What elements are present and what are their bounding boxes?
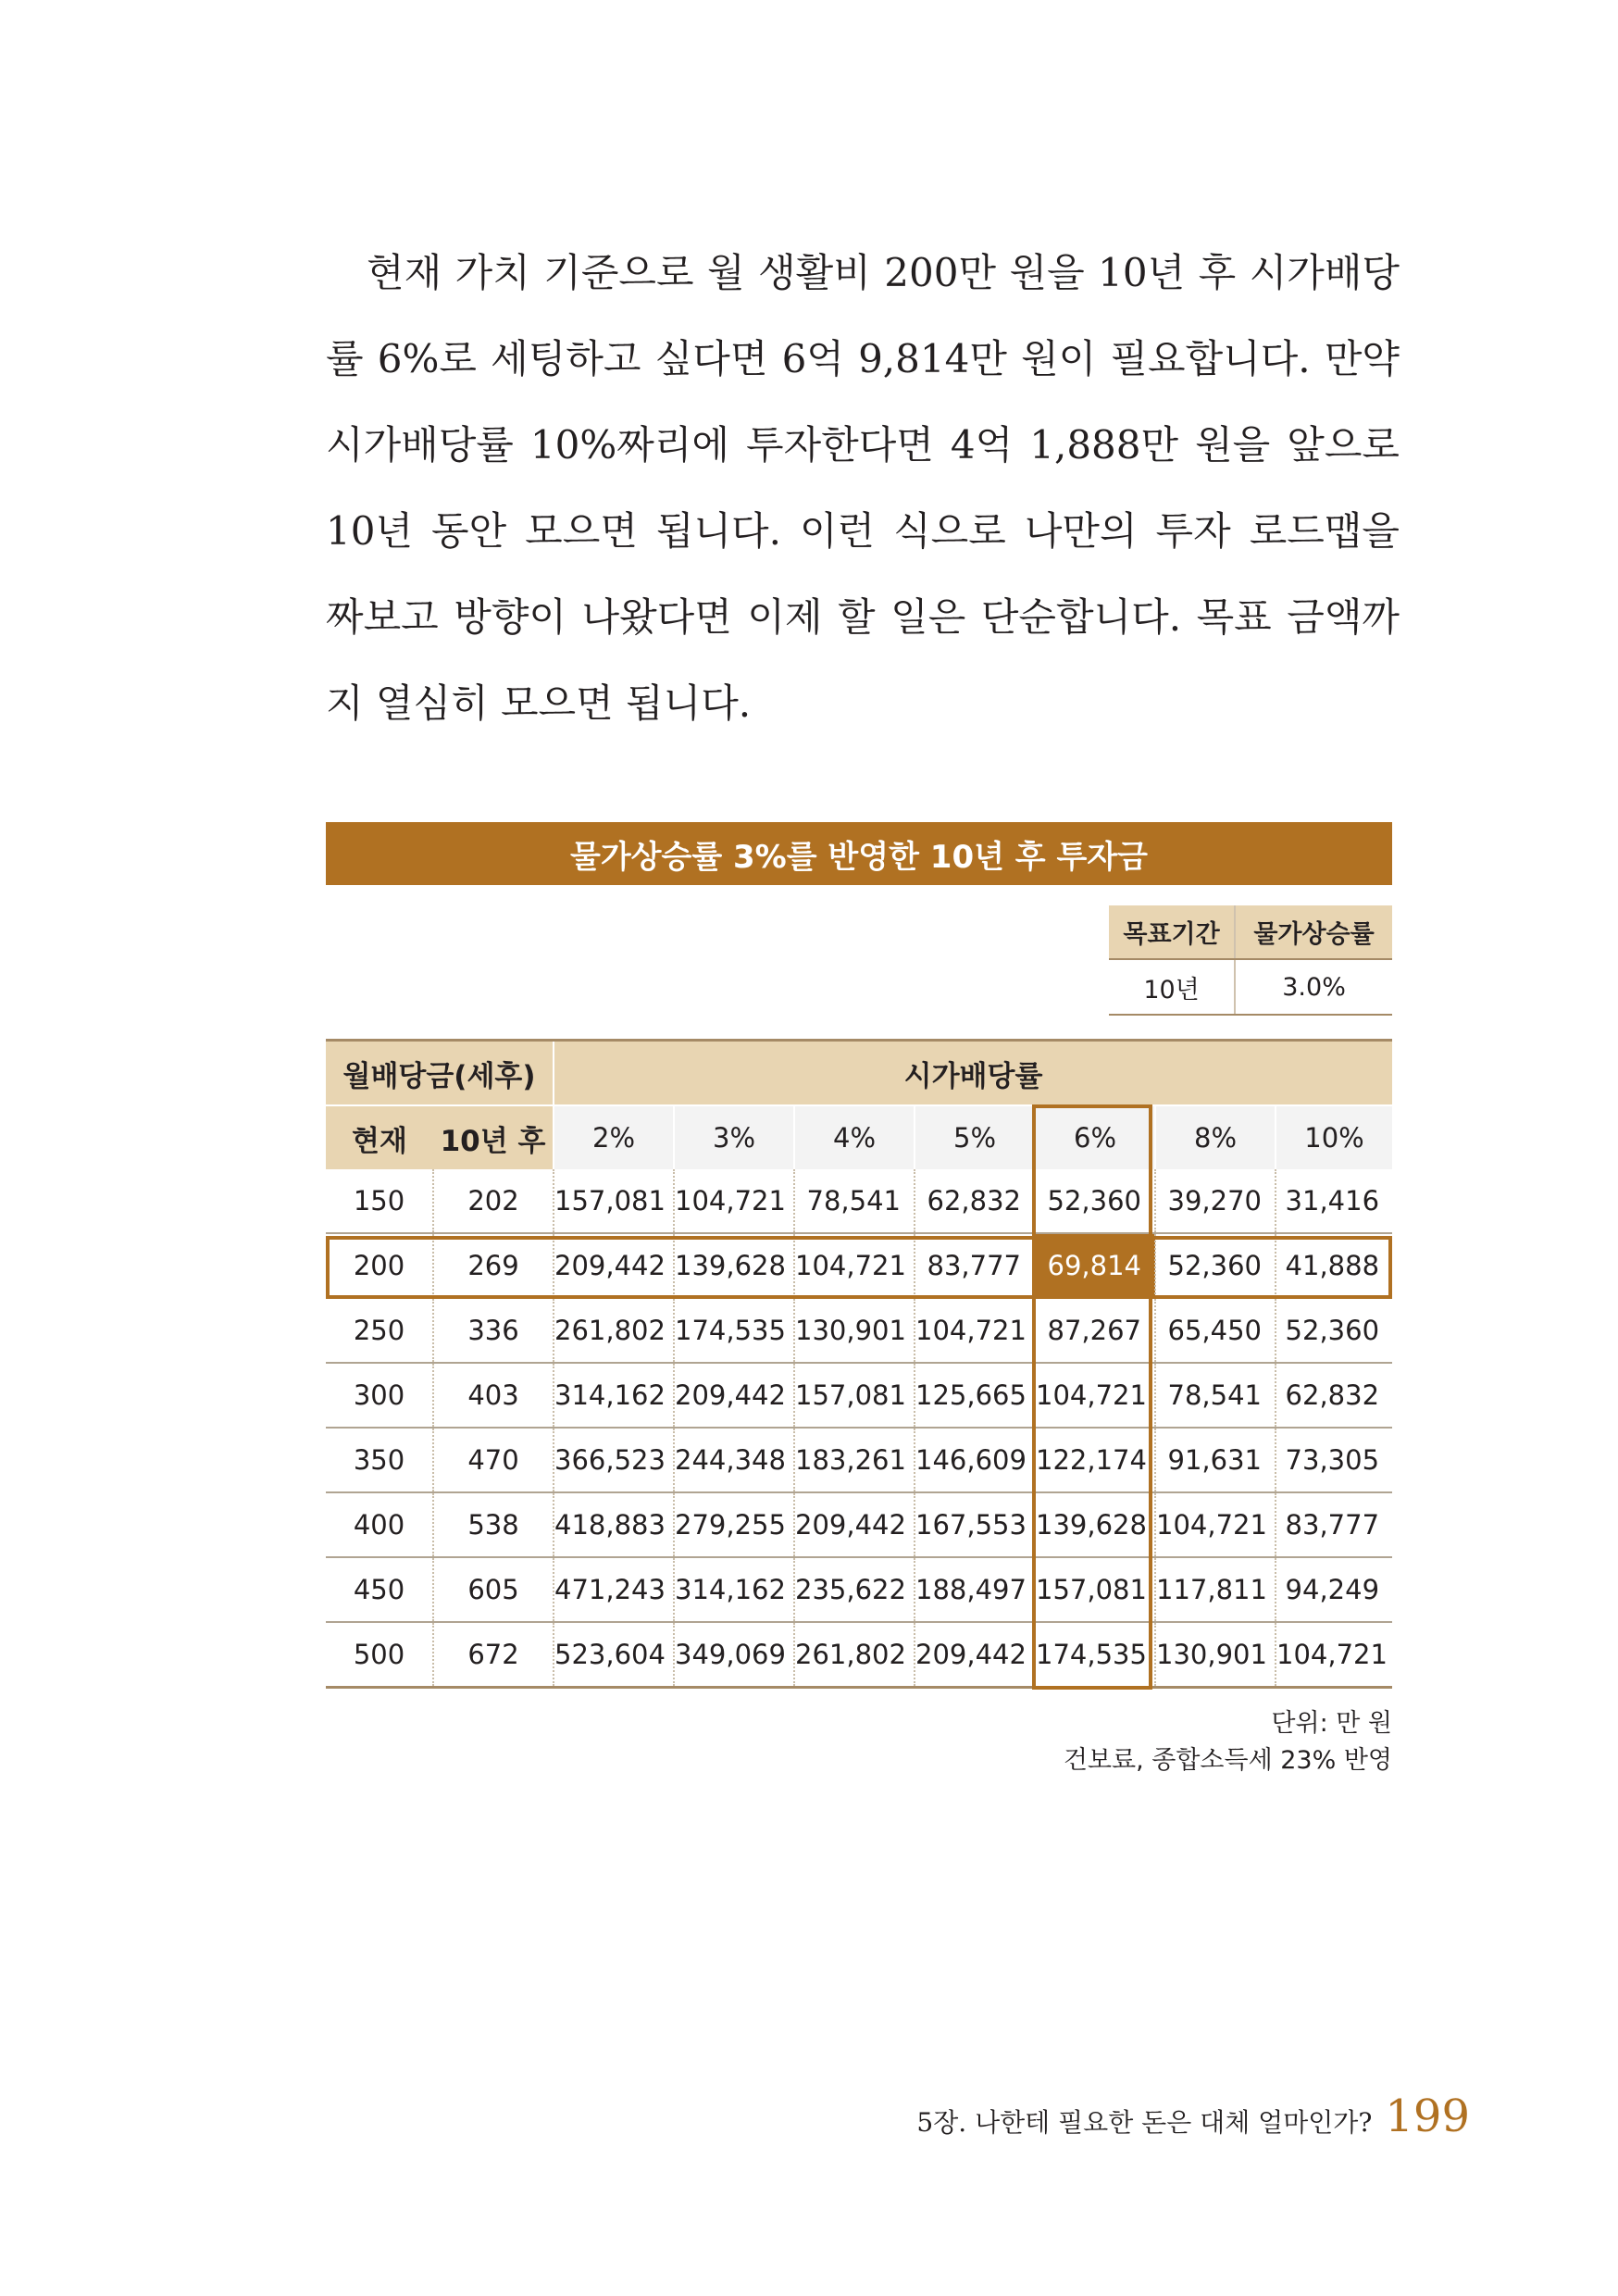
table-cell: 174,535: [674, 1298, 794, 1363]
rate-header: 8%: [1155, 1105, 1276, 1169]
monthly-dividend-header: 월배당금(세후): [326, 1041, 554, 1106]
table-cell: 104,721: [915, 1298, 1035, 1363]
table-cell: 122,174: [1035, 1428, 1155, 1492]
table-cell: 65,450: [1155, 1298, 1276, 1363]
table-cell: 52,360: [1155, 1233, 1276, 1298]
table-cell: 117,811: [1155, 1557, 1276, 1622]
table-cell: 139,628: [1035, 1492, 1155, 1557]
table-cell: 450: [326, 1557, 433, 1622]
rate-header: 5%: [915, 1105, 1035, 1169]
table-row-highlighted: [326, 1233, 1392, 1298]
table-cell: 235,622: [794, 1557, 915, 1622]
table-cell: 41,888: [1276, 1233, 1392, 1298]
table-cell: 174,535: [1035, 1622, 1155, 1688]
parameter-table: [1109, 905, 1392, 1016]
rate-header: 10%: [1276, 1105, 1392, 1169]
table-cell: 183,261: [794, 1428, 915, 1492]
table-cell: 146,609: [915, 1428, 1035, 1492]
chapter-title: 5장. 나한테 필요한 돈은 대체 얼마인가?: [916, 2107, 1373, 2138]
table-cell: 336: [433, 1298, 554, 1363]
table-cell: 538: [433, 1492, 554, 1557]
table-row: [326, 1169, 1392, 1233]
table-cell: 261,802: [554, 1298, 674, 1363]
table-cell: 31,416: [1276, 1169, 1392, 1233]
unit-note: 단위: 만 원: [1271, 1709, 1392, 1738]
table-cell: 130,901: [1155, 1622, 1276, 1688]
table-title: 물가상승률 3%를 반영한 10년 후 투자금: [326, 822, 1392, 885]
after-10-years-header: 10년 후: [433, 1105, 554, 1169]
table-row: [326, 1428, 1392, 1492]
table-cell: 87,267: [1035, 1298, 1155, 1363]
table-cell: 150: [326, 1169, 433, 1233]
table-row: [326, 1363, 1392, 1428]
table-cell: 78,541: [794, 1169, 915, 1233]
table-cell: 250: [326, 1298, 433, 1363]
table-cell: 314,162: [554, 1363, 674, 1428]
tax-note: 건보료, 종합소득세 23% 반영: [1063, 1746, 1392, 1775]
table-cell: 104,721: [1155, 1492, 1276, 1557]
table-cell: 62,832: [915, 1169, 1035, 1233]
table-cell: 279,255: [674, 1492, 794, 1557]
table-row: [326, 1492, 1392, 1557]
table-cell: 418,883: [554, 1492, 674, 1557]
table-cell: 209,442: [554, 1233, 674, 1298]
page-number: 199: [1385, 2090, 1470, 2142]
table-cell: 104,721: [1276, 1622, 1392, 1688]
table-cell: 157,081: [794, 1363, 915, 1428]
body-paragraph: [326, 230, 1400, 746]
table-cell: 314,162: [674, 1557, 794, 1622]
page-footer: [916, 2090, 1470, 2142]
table-cell: 62,832: [1276, 1363, 1392, 1428]
table-cell: 349,069: [674, 1622, 794, 1688]
table-cell: 471,243: [554, 1557, 674, 1622]
table-cell: 470: [433, 1428, 554, 1492]
table-cell: 104,721: [1035, 1363, 1155, 1428]
current-header: 현재: [326, 1105, 433, 1169]
table-notes: [1064, 1705, 1392, 1779]
table-cell: 104,721: [794, 1233, 915, 1298]
param-value-period: 10년: [1109, 959, 1235, 1015]
param-value-inflation: 3.0%: [1235, 959, 1392, 1015]
param-header-inflation: 물가상승률: [1235, 905, 1392, 959]
paragraph-text: 현재 가치 기준으로 월 생활비 200만 원을 10년 후 시가배당률 6%로 세팅하고 싶다면 6억 9,814만 원이 필요합니다. 만약 시가배당률 10%짜리에 투자한다면 4억 1,888만 원을 앞으로 10년 동안 모으면 됩니다. 이런 식으로 나만의 투자 로드맵을 짜보고 방향이 나왔다면 이제 할 일은 단순합니다. 목표 금액까지 열심히 모으면 됩니다.: [326, 250, 1400, 726]
rate-header: 4%: [794, 1105, 915, 1169]
table-row: [326, 1298, 1392, 1363]
rate-header: 2%: [554, 1105, 674, 1169]
table-cell: 167,553: [915, 1492, 1035, 1557]
rate-header: 6%: [1035, 1105, 1155, 1169]
table-cell: 209,442: [915, 1622, 1035, 1688]
table-cell: 500: [326, 1622, 433, 1688]
table-cell: 39,270: [1155, 1169, 1276, 1233]
table-cell: 52,360: [1276, 1298, 1392, 1363]
highlighted-cell: 69,814: [1035, 1233, 1155, 1298]
table-cell: 188,497: [915, 1557, 1035, 1622]
table-cell: 366,523: [554, 1428, 674, 1492]
dividend-yield-header: 시가배당률: [554, 1041, 1392, 1106]
table-cell: 209,442: [674, 1363, 794, 1428]
table-cell: 91,631: [1155, 1428, 1276, 1492]
table-cell: 200: [326, 1233, 433, 1298]
table-cell: 400: [326, 1492, 433, 1557]
table-cell: 94,249: [1276, 1557, 1392, 1622]
table-cell: 157,081: [1035, 1557, 1155, 1622]
param-header-period: 목표기간: [1109, 905, 1235, 959]
table-cell: 73,305: [1276, 1428, 1392, 1492]
table-cell: 125,665: [915, 1363, 1035, 1428]
table-cell: 130,901: [794, 1298, 915, 1363]
table-cell: 672: [433, 1622, 554, 1688]
table-cell: 244,348: [674, 1428, 794, 1492]
rate-header: 3%: [674, 1105, 794, 1169]
table-cell: 83,777: [1276, 1492, 1392, 1557]
table-cell: 605: [433, 1557, 554, 1622]
table-row: [326, 1557, 1392, 1622]
table-cell: 209,442: [794, 1492, 915, 1557]
table-cell: 83,777: [915, 1233, 1035, 1298]
table-cell: 52,360: [1035, 1169, 1155, 1233]
table-cell: 403: [433, 1363, 554, 1428]
table-cell: 78,541: [1155, 1363, 1276, 1428]
table-cell: 350: [326, 1428, 433, 1492]
table-cell: 139,628: [674, 1233, 794, 1298]
table-cell: 523,604: [554, 1622, 674, 1688]
table-cell: 104,721: [674, 1169, 794, 1233]
investment-table: [326, 1039, 1392, 1689]
table-cell: 269: [433, 1233, 554, 1298]
table-cell: 157,081: [554, 1169, 674, 1233]
body-paragraph-block: [326, 230, 1400, 746]
table-cell: 202: [433, 1169, 554, 1233]
table-cell: 300: [326, 1363, 433, 1428]
table-cell: 261,802: [794, 1622, 915, 1688]
table-row: [326, 1622, 1392, 1688]
